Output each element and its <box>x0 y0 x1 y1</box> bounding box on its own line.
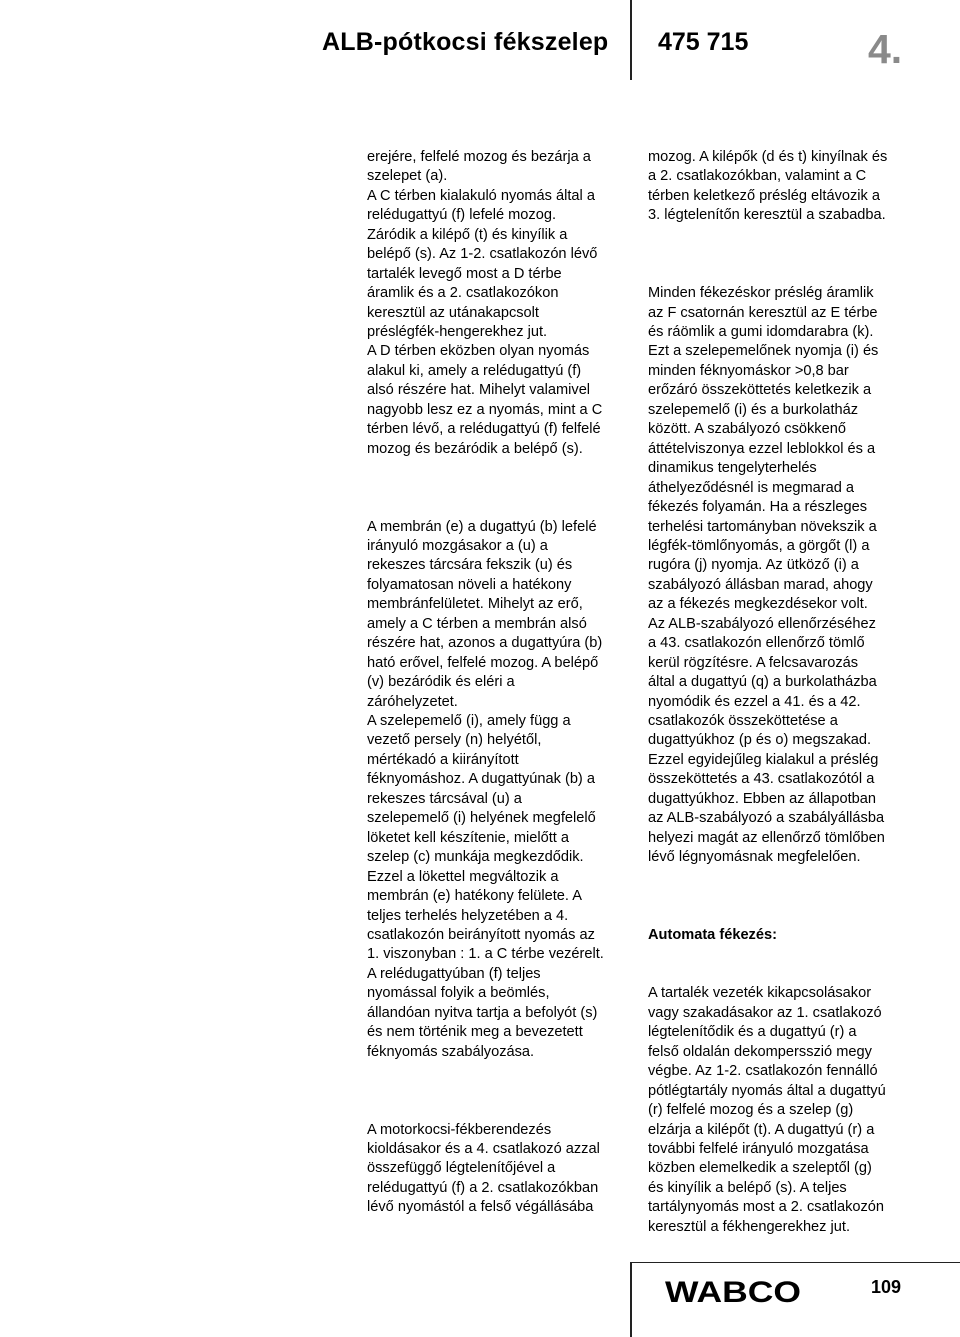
wabco-logo-text: WABCO <box>665 1277 801 1305</box>
right-paragraph-3: A tartalék vezeték kikapcsolásakor vagy szakadásakor az 1. csatlakozó légtelenítődik és a dugattyú (r) a felső oldalán dekompersszió megy végbe. Az 1-2. csatlakozón fennálló pótlégtartály nyomás által a dugattyú (r) felfelé mozog és a szelep (g) elzárja a kilépőt (t). A dugattyú (r) a további felfelé irányuló mozgatása közben elemelkedik a szeleptől (g) és kinyílik a belépő (s). A teljes tartálynyomás most a 2. csatlakozón keresztül a fékhengerekhez jut. <box>648 985 886 1235</box>
right-column <box>648 109 953 1276</box>
footer-divider-vertical <box>630 1262 632 1337</box>
footer-divider-horizontal <box>632 1262 960 1263</box>
left-paragraph-1: erejére, felfelé mozog és bezárja a szelepet (a). A C térben kialakuló nyomás által a relédugattyú (f) lefelé mozog. Záródik a kilépő (t) és kinyílik a belépő (s). Az 1-2. csatlakozón lévő tartalék levegő most a D térbe áramlik és a 2. csatlakozókon keresztül az utánakapcsolt préslégfék-hengerekhez jut. A D térben eközben olyan nyomás alakul ki, amely a relédugattyú (f) alsó részére hat. Mihelyt valamivel nagyobb lesz ez a nyomás, mint a C térben lévő, a relédugattyú (f) felfelé mozog és bezáródik a belépő (s). <box>367 148 603 457</box>
page-number: 109 <box>871 1277 902 1297</box>
right-paragraph-1: mozog. A kilépők (d és t) kinyílnak és a 2. csatlakozókban, valamint a C térben keletkező préslég eltávozik a 3. légtelenítőn keresztül a szabadba. <box>648 148 888 224</box>
right-paragraph-2: Minden fékezéskor préslég áramlik az F csatornán keresztül az E térbe és ráömlik a gumi idomdarabra (k). Ezt a szelepemelőnek nyomja (i) és minden féknyomáskor >0,8 bar erőzáró összeköttetés keletkezik a szelepemelő (i) és a burkolatház között. A szabályozó csökkenő áttételviszonya ezzel leblokkol és a dinamikus tengelyterhelés áthelyeződésnél is megmarad a fékezés folyamán. Ha a részleges terhelési tartományban növekszik a légfék-tömlőnyomás, a görgőt (l) a rugóra (j) nyomja. Az ütköző (i) a szabályozó állásban marad, ahogy az a fékezés megkezdésekor volt. Az ALB-szabályozó ellenőrzéséhez a 43. csatlakozón ellenőrző tömlő kerül rögzítésre. A felcsavarozás által a dugattyú (q) a burkolatházba nyomódik és ezzel a 41. és a 42. csatlakozók összeköttetése a dugattyúkhoz (p és o) megszakad. Ezzel egyidejűleg kialakul a préslég összeköttetés a 43. csatlakozótól a dugattyúkhoz. Ebben az állapotban az ALB-szabályozó a szabályállásba helyezi magát az ellenőrző tömlőben lévő légnyomásnak megfelelően. <box>648 285 885 866</box>
header-title: ALB-pótkocsi fékszelep <box>322 28 609 56</box>
left-column <box>367 109 629 1257</box>
header-chapter-number: 4. <box>868 26 903 72</box>
section-heading-automata-fekezes: Automata fékezés: <box>648 927 777 943</box>
wabco-logo <box>664 1277 802 1305</box>
left-paragraph-2: A membrán (e) a dugattyú (b) lefelé irányuló mozgásakor a (u) a rekeszes tárcsára fekszik (u) és folyamatosan növeli a hatékony membránfelületet. Mihelyt az erő, amely a C térben a membrán alsó részére hat, azonos a dugattyúra (b) ható erővel, felfelé mozog. A belépő (v) bezáródik és eléri a záróhelyzetet. A szelepemelő (i), amely függ a vezető persely (n) helyétől, mértékadó a kiirányított féknyomáshoz. A dugattyúnak (b) a rekeszes tárcsával (u) a szelepemelő (i) helyének megfelelő löketet kell készítenie, mielőtt a szelep (c) munkája megkezdődik. Ezzel a lökettel megváltozik a membrán (e) hatékony felülete. A teljes terhelés helyzetében a 4. csatlakozón beirányított nyomás az 1. viszonyban : 1. a C térbe vezérelt. A relédugattyúban (f) teljes nyomással folyik a beömlés, állandóan nyitva tartja a befolyót (s) és nem történik meg a bevezetett féknyomás szabályozása. <box>367 518 604 1060</box>
left-paragraph-3: A motorkocsi-fékberendezés kioldásakor és a 4. csatlakozó azzal összefüggő légtelenítőjével a relédugattyú (f) a 2. csatlakozókban lévő nyomástól a felső végállásába <box>367 1121 600 1216</box>
header-part-number: 475 715 <box>658 28 749 56</box>
header-divider <box>630 0 632 80</box>
